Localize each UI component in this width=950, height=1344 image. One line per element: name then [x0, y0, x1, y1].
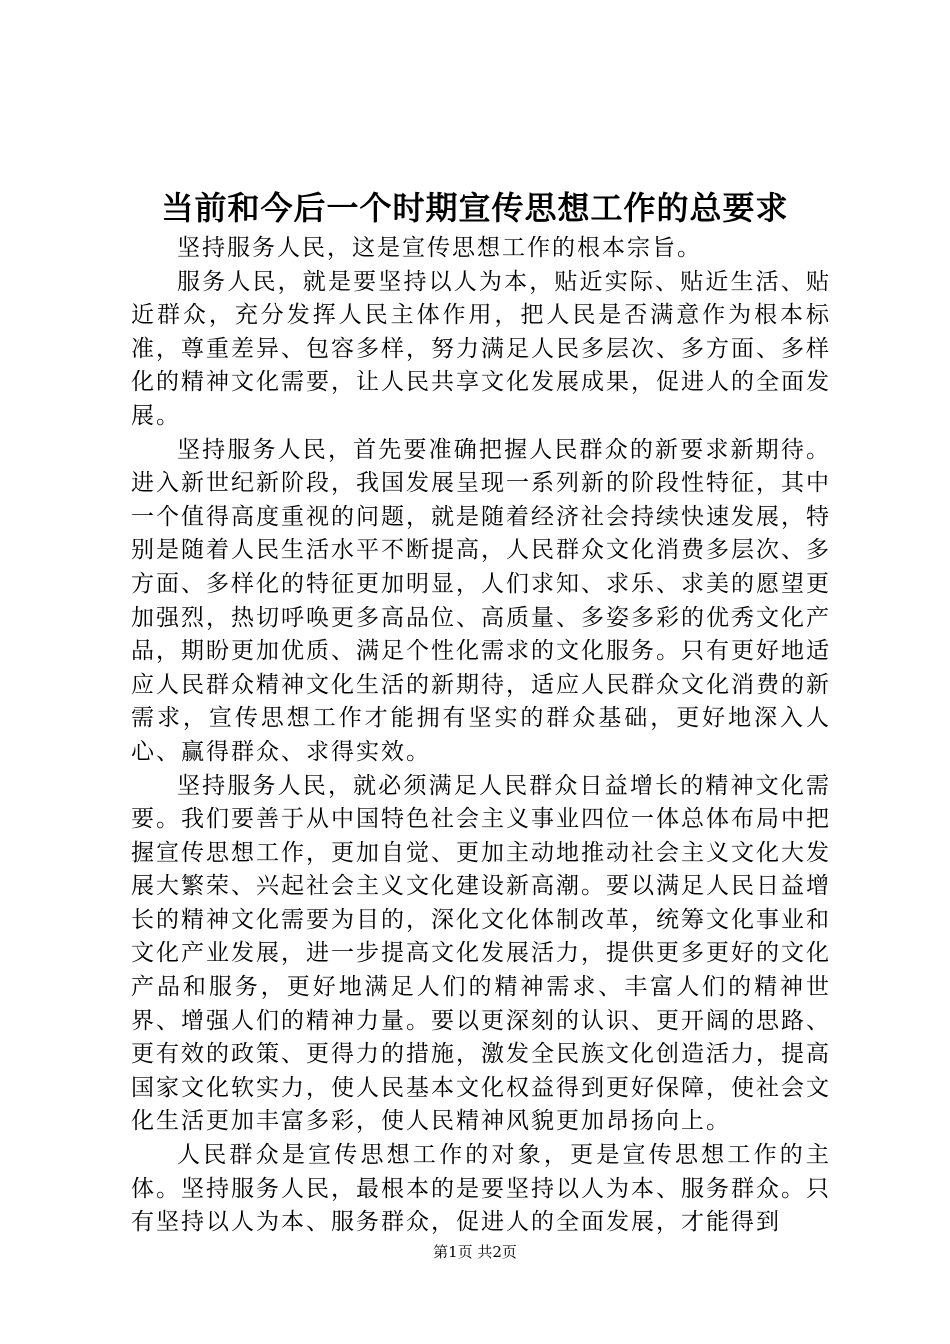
document-body	[131, 232, 831, 1240]
page-footer: 第1页 共2页	[433, 1243, 517, 1261]
paragraph: 人民群众是宣传思想工作的对象，更是宣传思想工作的主体。坚持服务人民，最根本的是要坚持以人为本、服务群众。只有坚持以人为本、服务群众，促进人的全面发展，才能得到	[131, 1142, 831, 1236]
paragraph: 坚持服务人民，首先要准确把握人民群众的新要求新期待。进入新世纪新阶段，我国发展呈现一系列新的阶段性特征，其中一个值得高度重视的问题，就是随着经济社会持续快速发展，特别是随着人民生活水平不断提高，人民群众文化消费多层次、多方面、多样化的特征更加明显，人们求知、求乐、求美的愿望更加强烈，热切呼唤更多高品位、高质量、多姿多彩的优秀文化产品，期盼更加优质、满足个性化需求的文化服务。只有更好地适应人民群众精神文化生活的新期待，适应人民群众文化消费的新需求，宣传思想工作才能拥有坚实的群众基础，更好地深入人心、赢得群众、求得实效。	[131, 436, 831, 765]
document-title: 当前和今后一个时期宣传思想工作的总要求	[161, 189, 789, 227]
paragraph: 服务人民，就是要坚持以人为本，贴近实际、贴近生活、贴近群众，充分发挥人民主体作用，把人民是否满意作为根本标准，尊重差异、包容多样，努力满足人民多层次、多方面、多样化的精神文化需要，让人民共享文化发展成果，促进人的全面发展。	[131, 268, 831, 429]
paragraph: 坚持服务人民，这是宣传思想工作的根本宗旨。	[177, 235, 702, 261]
paragraph: 坚持服务人民，就必须满足人民群众日益增长的精神文化需要。我们要善于从中国特色社会主义事业四位一体总体布局中把握宣传思想工作，更加自觉、更加主动地推动社会主义文化大发展大繁荣、兴起社会主义文化建设新高潮。要以满足人民日益增长的精神文化需要为目的，深化文化体制改革，统筹文化事业和文化产业发展，进一步提高文化发展活力，提供更多更好的文化产品和服务，更好地满足人们的精神需求、丰富人们的精神世界、增强人们的精神力量。要以更深刻的认识、更开阔的思路、更有效的政策、更得力的措施，激发全民族文化创造活力，提高国家文化软实力，使人民基本文化权益得到更好保障，使社会文化生活更加丰富多彩，使人民精神风貌更加昂扬向上。	[131, 772, 831, 1135]
